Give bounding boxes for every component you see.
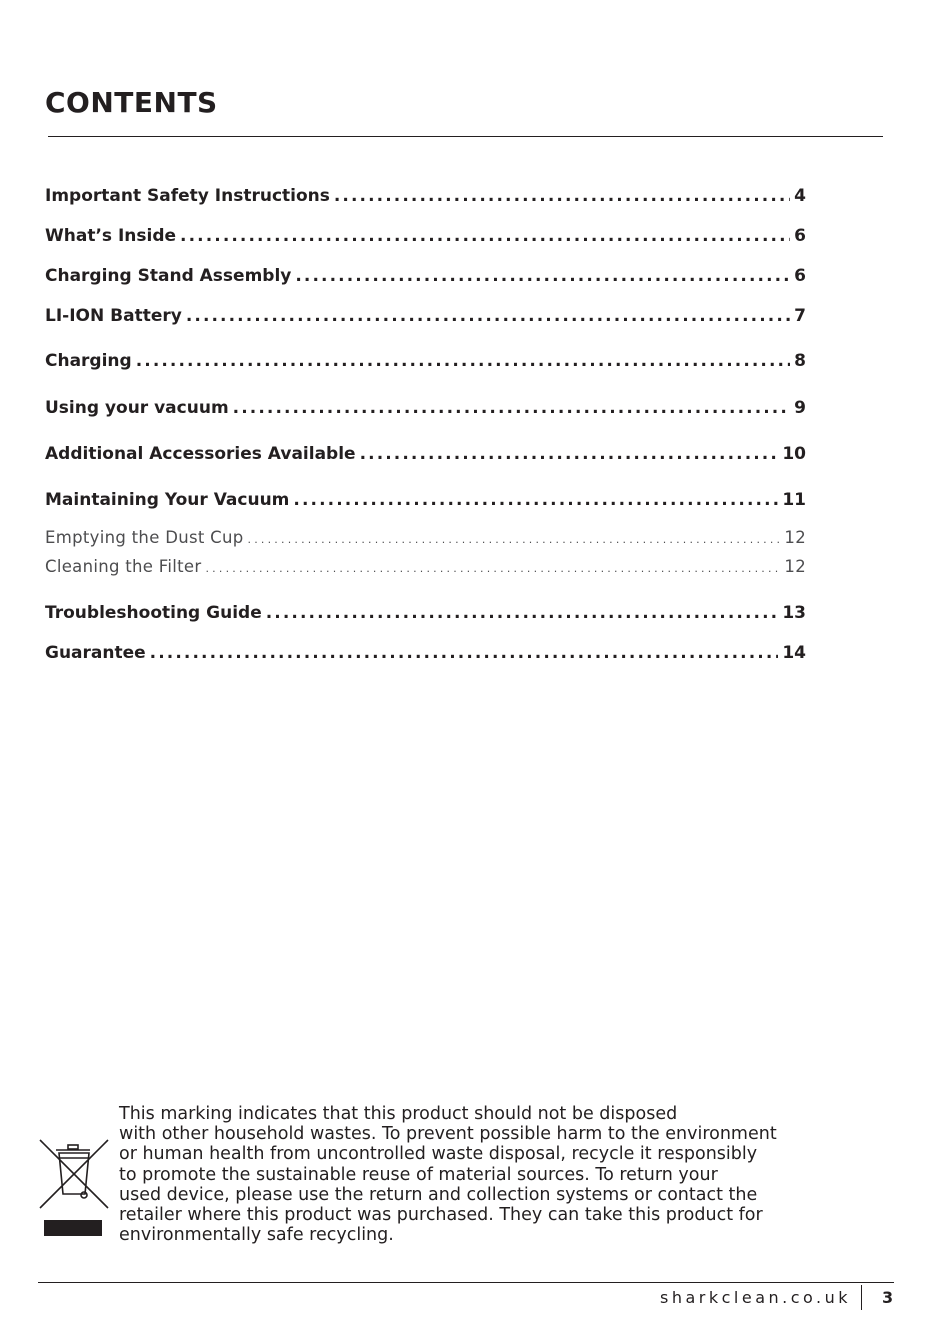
toc-entry-page: 13: [782, 603, 806, 623]
toc-dot-leader: [233, 398, 791, 418]
toc-entry-cleaning-filter[interactable]: [45, 557, 806, 583]
toc-entry-using-your-vacuum[interactable]: [45, 398, 806, 424]
toc-entry-maintaining-your-vacuum[interactable]: [45, 490, 806, 516]
toc-entry-page: 11: [782, 490, 806, 510]
toc-entry-page: 12: [784, 557, 806, 576]
toc-entry-additional-accessories[interactable]: [45, 444, 806, 470]
toc-entry-emptying-dust-cup[interactable]: [45, 528, 806, 554]
toc-entry-page: 12: [784, 528, 806, 547]
toc-entry-page: 4: [794, 186, 806, 206]
toc-entry-page: 10: [782, 444, 806, 464]
footer-page-number: 3: [882, 1288, 894, 1307]
title-divider: [48, 136, 883, 137]
toc-entry-page: 9: [794, 398, 806, 418]
toc-entry-page: 7: [794, 306, 806, 326]
toc-dot-leader: [266, 603, 779, 623]
toc-entry-charging[interactable]: [45, 351, 806, 377]
toc-entry-label: Using your vacuum: [45, 398, 229, 418]
toc-entry-label: LI-ION Battery: [45, 306, 182, 326]
footer-divider: [38, 1282, 894, 1283]
toc-entry-safety-instructions[interactable]: [45, 186, 806, 212]
toc-entry-guarantee[interactable]: [45, 643, 806, 669]
toc-entry-label: What’s Inside: [45, 226, 177, 246]
weee-crossed-bin-icon: [38, 1136, 110, 1240]
footer-website[interactable]: sharkclean.co.uk: [660, 1288, 852, 1307]
toc-entry-label: Emptying the Dust Cup: [45, 528, 244, 547]
toc-entry-whats-inside[interactable]: [45, 226, 806, 252]
toc-entry-charging-stand-assembly[interactable]: [45, 266, 806, 292]
toc-entry-label: Troubleshooting Guide: [45, 603, 262, 623]
toc-dot-leader: [205, 562, 780, 575]
toc-entry-li-ion-battery[interactable]: [45, 306, 806, 332]
toc-dot-leader: [295, 266, 790, 286]
toc-dot-leader: [293, 490, 778, 510]
toc-dot-leader: [248, 533, 781, 546]
footer-separator: [861, 1285, 862, 1310]
toc-dot-leader: [136, 351, 790, 371]
toc-entry-label: Important Safety Instructions: [45, 186, 330, 206]
toc-entry-page: 6: [794, 226, 806, 246]
toc-entry-label: Cleaning the Filter: [45, 557, 202, 576]
toc-entry-label: Additional Accessories Available: [45, 444, 356, 464]
toc-dot-leader: [180, 226, 790, 246]
toc-entry-label: Charging Stand Assembly: [45, 266, 292, 286]
toc-entry-label: Maintaining Your Vacuum: [45, 490, 290, 510]
toc-dot-leader: [360, 444, 779, 464]
toc-entry-page: 6: [794, 266, 806, 286]
toc-dot-leader: [186, 306, 790, 326]
toc-entry-page: 8: [794, 351, 806, 371]
page-title: CONTENTS: [45, 86, 218, 119]
toc-entry-troubleshooting-guide[interactable]: [45, 603, 806, 629]
weee-disposal-notice: This marking indicates that this product should not be disposed with other household wastes. To prevent possible harm to the environment or human health from uncontrolled waste disposal, recycle it responsibly to promote the sustainable reuse of material sources. To return your used device, please use the return and collection systems or contact the retailer where this product was purchased. They can take this product for environmentally safe recycling.: [119, 1104, 777, 1246]
toc-entry-label: Guarantee: [45, 643, 146, 663]
toc-dot-leader: [334, 186, 790, 206]
toc-entry-page: 14: [782, 643, 806, 663]
toc-entry-label: Charging: [45, 351, 132, 371]
toc-dot-leader: [150, 643, 779, 663]
